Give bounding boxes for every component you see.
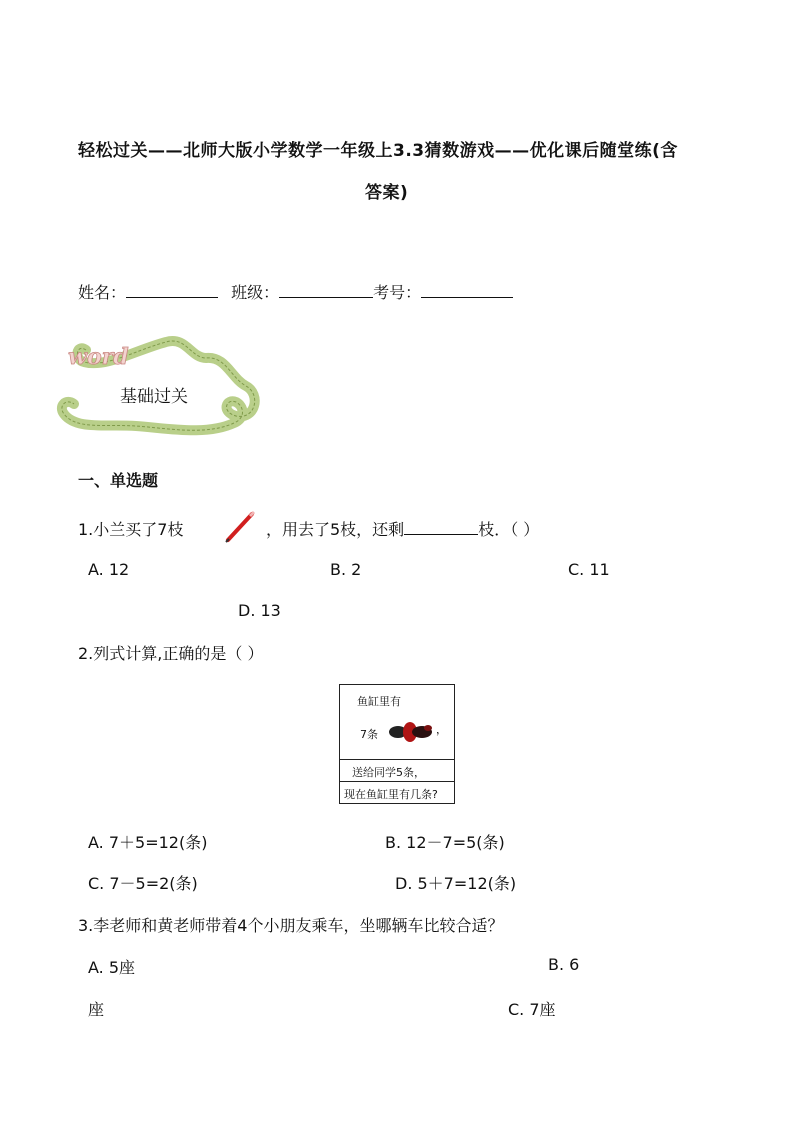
q2-option-a[interactable]: A. 7＋5=12(条) — [88, 833, 208, 852]
class-label: 班级： — [231, 283, 280, 302]
figure-top-cell — [340, 685, 454, 759]
exam-no-blank — [421, 283, 513, 298]
q1-option-a[interactable]: A. 12 — [88, 560, 130, 579]
q1-text-end: 枝．（ ） — [478, 520, 540, 539]
q1-answer-blank — [404, 520, 478, 535]
q2-text: 2.列式计算,正确的是（ ） — [78, 644, 264, 663]
q1-text-middle: ，用去了5枝，还剩 — [266, 520, 405, 539]
document-title-line1: 轻松过关——北师大版小学数学一年级上3.3猜数游戏——优化课后随堂练(含 — [78, 141, 678, 161]
q3-option-b[interactable]: B. 6 — [548, 955, 580, 974]
pencil-icon — [220, 508, 260, 546]
word-logo — [68, 344, 129, 370]
figure-line2: 7条 — [360, 728, 378, 741]
exam-no-label: 考号： — [373, 283, 422, 302]
figure-comma: ， — [436, 723, 447, 736]
q1-option-d[interactable]: D. 13 — [238, 601, 281, 620]
q2-option-c[interactable]: C. 7－5=2(条) — [88, 874, 198, 893]
figure-middle-cell — [340, 759, 454, 782]
q1-text-after — [266, 517, 539, 540]
class-blank — [279, 283, 373, 298]
fish-icon — [384, 715, 436, 749]
q3-option-b-continued[interactable]: 座 — [88, 1000, 105, 1019]
document-title-line2: 答案) — [365, 183, 409, 203]
name-label: 姓名： — [78, 283, 127, 302]
figure-line4: 现在鱼缸里有几条? — [344, 788, 438, 801]
figure-line1: 鱼缸里有 — [357, 695, 401, 708]
section-heading: 一、单选题 — [78, 471, 159, 490]
q2-option-d[interactable]: D. 5＋7=12(条) — [395, 874, 517, 893]
student-info-row — [78, 280, 513, 303]
q1-option-b[interactable]: B. 2 — [330, 560, 362, 579]
q3-option-c[interactable]: C. 7座 — [508, 1000, 556, 1019]
figure-line3: 送给同学5条， — [352, 766, 425, 779]
section-banner-label: 基础过关 — [120, 387, 188, 407]
q1-text-before: 1.小兰买了7枝 — [78, 520, 184, 539]
q3-text: 3.李老师和黄老师带着4个小朋友乘车，坐哪辆车比较合适？ — [78, 916, 504, 935]
svg-text:word: word — [68, 344, 129, 370]
q2-option-b[interactable]: B. 12－7=5(条) — [385, 833, 505, 852]
q3-option-a[interactable]: A. 5座 — [88, 958, 136, 977]
q2-fish-figure — [339, 684, 455, 804]
q1-option-c[interactable]: C. 11 — [568, 560, 610, 579]
name-blank — [126, 283, 218, 298]
figure-bottom-cell — [340, 781, 454, 804]
